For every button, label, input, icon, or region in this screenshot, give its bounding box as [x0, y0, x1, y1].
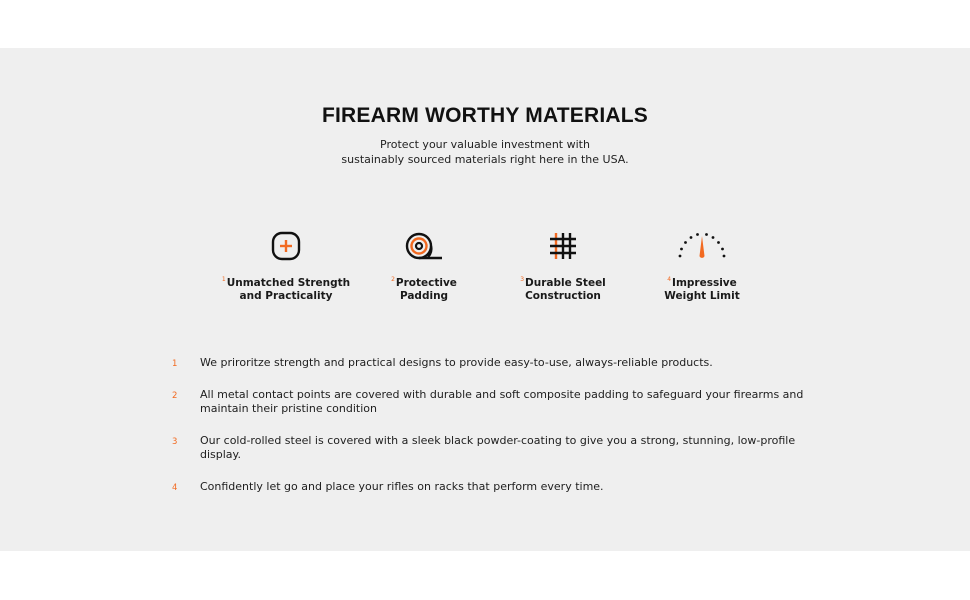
feature-label — [216, 273, 356, 303]
plus-square-icon — [270, 230, 302, 262]
item-number: 2 — [172, 391, 178, 401]
feature-label — [354, 273, 494, 303]
item-number: 1 — [172, 359, 178, 369]
feature-weight — [632, 230, 772, 303]
feature-label-line: Protective — [395, 277, 457, 289]
list-item — [172, 434, 812, 462]
item-text: All metal contact points are covered with durable and soft composite padding to safeguard your firearms and — [200, 388, 804, 401]
materials-section — [0, 48, 970, 551]
subtitle-line: sustainably sourced materials right here in the USA. — [341, 153, 629, 166]
feature-label-line: Unmatched Strength — [226, 277, 351, 289]
feature-number: 1 — [221, 276, 226, 283]
feature-steel — [493, 230, 633, 303]
feature-label-line: Padding — [399, 290, 449, 302]
feature-label-line: and Practicality — [239, 290, 333, 302]
feature-number: 4 — [667, 276, 672, 283]
item-number: 3 — [172, 437, 178, 447]
item-text: We priroritze strength and practical designs to provide easy-to-use, always-reliable products. — [200, 356, 713, 369]
list-item — [172, 356, 812, 370]
item-text: maintain their pristine condition — [200, 402, 377, 415]
list-item — [172, 388, 812, 416]
gauge-icon — [676, 230, 728, 262]
list-item — [172, 480, 812, 494]
feature-label — [632, 273, 772, 303]
details-list — [172, 356, 812, 494]
padding-roll-icon — [404, 230, 444, 262]
feature-number: 2 — [391, 276, 395, 283]
section-subtitle — [0, 137, 970, 167]
item-number: 4 — [172, 483, 178, 493]
feature-row — [216, 230, 772, 310]
feature-padding — [354, 230, 494, 303]
feature-label-line: Weight Limit — [664, 290, 740, 302]
subtitle-line: Protect your valuable investment with — [380, 138, 590, 151]
feature-label-line: Impressive — [672, 277, 737, 289]
item-text: Our cold-rolled steel is covered with a sleek black powder-coating to give you a strong, stunning, low-profile — [200, 434, 796, 447]
feature-label — [493, 273, 633, 303]
steel-grid-icon — [547, 230, 579, 262]
section-title: FIREARM WORTHY MATERIALS — [321, 104, 648, 127]
feature-label-line: Durable Steel — [525, 277, 606, 289]
feature-number: 3 — [520, 276, 525, 283]
item-text: display. — [200, 448, 241, 461]
feature-label-line: Construction — [525, 290, 601, 302]
item-text: Confidently let go and place your rifles on racks that perform every time. — [200, 480, 604, 493]
feature-strength — [216, 230, 356, 303]
